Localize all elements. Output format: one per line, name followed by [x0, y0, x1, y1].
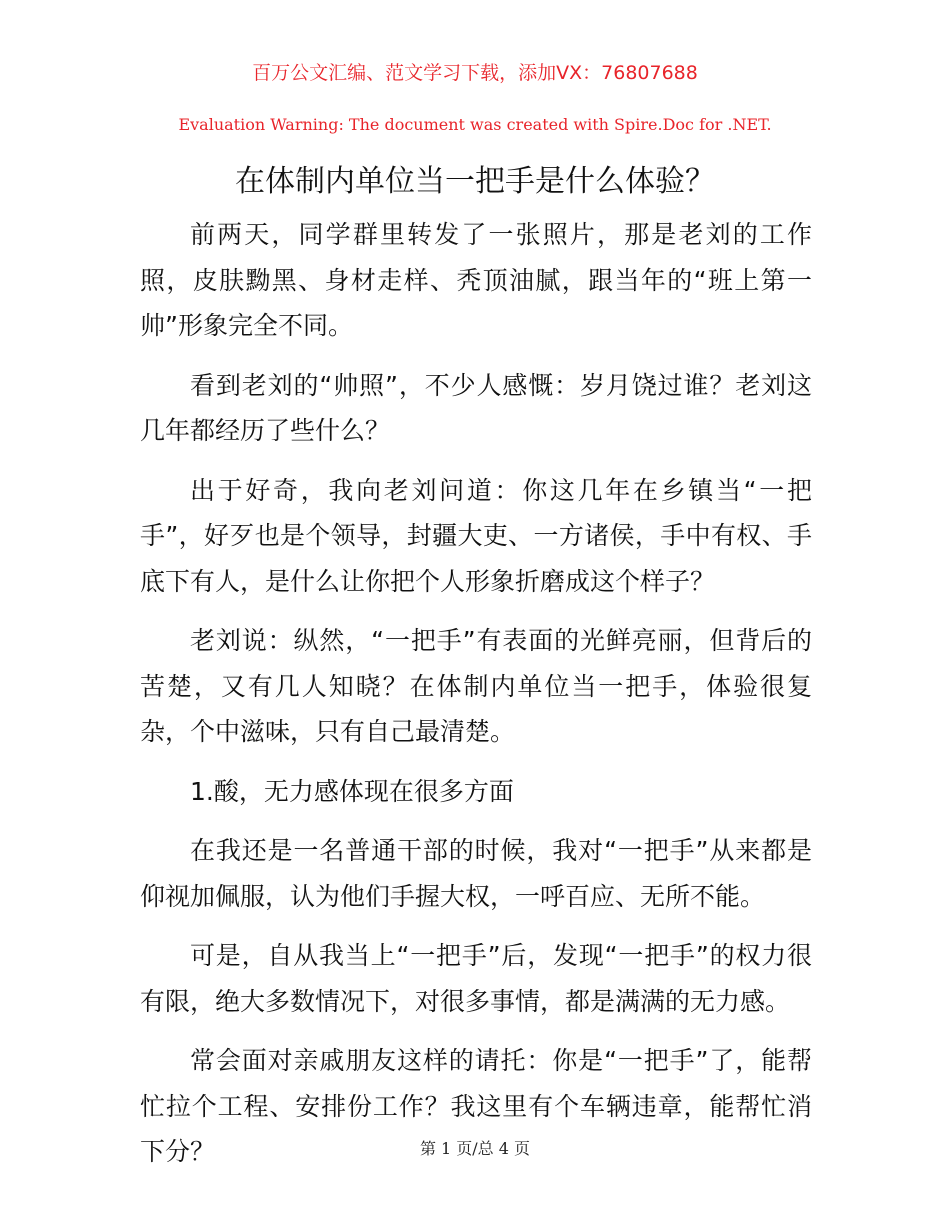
- paragraph: 可是，自从我当上“一把手”后，发现“一把手”的权力很有限，绝大多数情况下，对很多事情，都是满满的无力感。: [140, 941, 812, 1016]
- paragraph: 前两天，同学群里转发了一张照片，那是老刘的工作照，皮肤黝黑、身材走样、秃顶油腻，跟当年的“班上第一帅”形象完全不同。: [140, 220, 812, 340]
- paragraph: 看到老刘的“帅照”，不少人感慨：岁月饶过谁？老刘这几年都经历了些什么？: [140, 370, 812, 445]
- paragraph: 老刘说：纵然，“一把手”有表面的光鲜亮丽，但背后的苦楚，又有几人知晓？在体制内单位当一把手，体验很复杂，个中滋味，只有自己最清楚。: [140, 626, 812, 746]
- paragraph: 常会面对亲戚朋友这样的请托：你是“一把手”了，能帮忙拉个工程、安排份工作？我这里有个车辆违章，能帮忙消下分？: [140, 1046, 812, 1166]
- page-number-footer: 第 1 页/总 4 页: [419, 1139, 531, 1158]
- header-banner: 百万公文汇编、范文学习下载，添加VX：76807688: [252, 62, 698, 84]
- section-heading: 1.酸，无力感体现在很多方面: [190, 776, 514, 806]
- document-title: 在体制内单位当一把手是什么体验？: [235, 164, 715, 199]
- paragraph: 出于好奇，我向老刘问道：你这几年在乡镇当“一把手”，好歹也是个领导，封疆大吏、一方诸侯，手中有权、手底下有人，是什么让你把个人形象折磨成这个样子？: [140, 475, 812, 596]
- document-body: [140, 212, 812, 1189]
- paragraph: 在我还是一名普通干部的时候，我对“一把手”从来都是仰视加佩服，认为他们手握大权，一呼百应、无所不能。: [140, 836, 812, 911]
- evaluation-warning: Evaluation Warning: The document was created with Spire.Doc for .NET.: [178, 115, 772, 134]
